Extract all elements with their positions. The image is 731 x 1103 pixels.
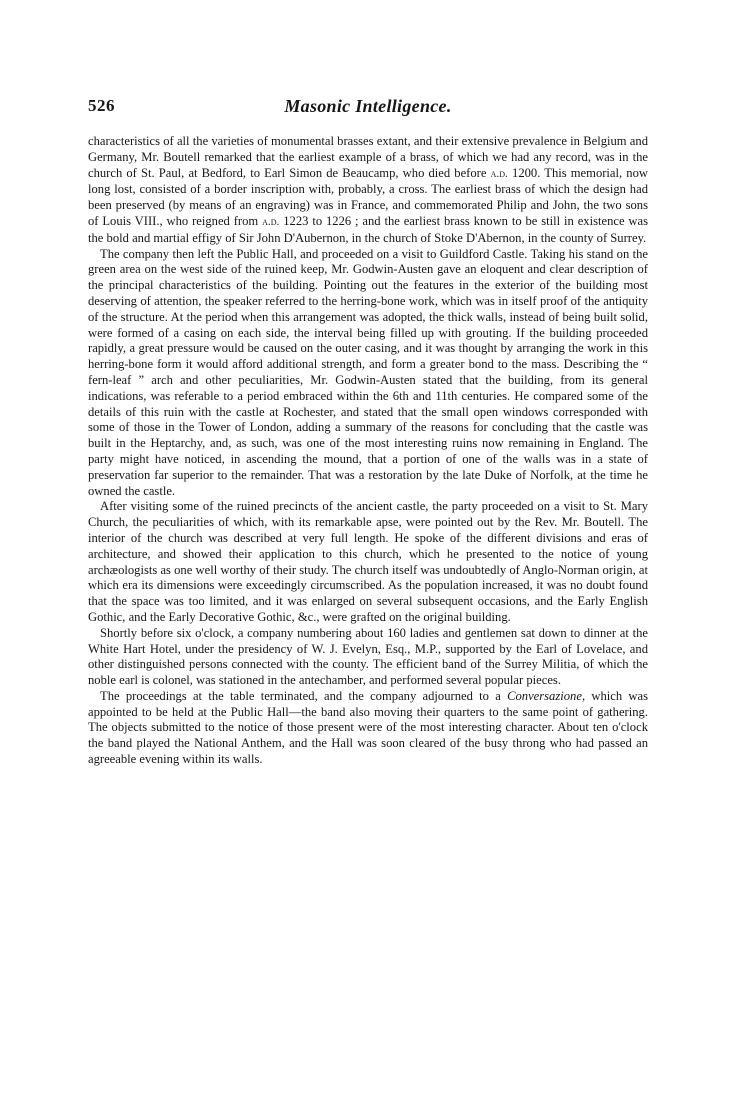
text-run: Shortly before six o'clock, a company numbering about 160 ladies and gentlemen sat down to dinner at the White Hart Hotel, under the presidency of W. J. Evelyn, Esq., M.P., supported by the Earl of Lovelace, and other distinguished persons connected with the county. The efficient band of the Surrey Militia, of which the noble earl is colonel, was stationed in the antechamber, and performed several popular pieces. xyxy=(88,625,648,688)
text-run: 1200. This memorial, now long lost, consisted of a border inscription with, probably, a cross. The earliest brass of which the design had been preserved (by means of an engraving) was in France, and commemorated Philip and John, the two sons of Louis VIII., who reigned from xyxy=(88,165,648,228)
page-header xyxy=(88,96,648,122)
small-caps-text: a.d. xyxy=(490,167,508,180)
document-page xyxy=(88,96,648,768)
text-run: The proceedings at the table terminated, and the company adjourned to a xyxy=(100,688,508,703)
page-number: 526 xyxy=(88,96,115,115)
paragraph xyxy=(88,134,648,247)
text-run: The company then left the Public Hall, and proceeded on a visit to Guildford Castle. Taking his stand on the green area on the west side of the ruined keep, Mr. Godwin-Austen gave an eloquent and clear description of the principal characteristics of the building. Pointing out the features in the exterior of the building most deserving of attention, the speaker referred to the herring-bone work, which was in itself proof of the antiquity of the structure. At the period when this arrangement was adopted, the thick walls, instead of being built solid, were formed of a casing on each side, the interval being filled up with grouting. If the building proceeded rapidly, a great pressure would be caused on the outer casing, and it was thought by arranging the work in this herring-bone form it would afford additional strength, and form a greater bond to the mass. Describing the “ fern-leaf ” arch and other peculiarities, Mr. Godwin-Austen stated that the building, from its general indications, was referable to a period embraced within the 6th and 11th centuries. He compared some of the details of this ruin with the castle at Rochester, and stated that the small open windows corresponded with some of those in the Tower of London, adding a summary of the reasons for concluding that the castle was built in the Heptarchy, and, as such, was one of the most interesting ruins now remaining in England. The party might have noticed, in ascending the mound, that a portion of one of the walls was in a state of preservation far superior to the remainder. That was a restoration by the late Duke of Norfolk, at the time he owned the castle. xyxy=(88,246,648,498)
running-title: Masonic Intelligence. xyxy=(284,96,452,116)
small-caps-text: a.d. xyxy=(262,215,280,228)
paragraph xyxy=(88,626,648,689)
text-run: After visiting some of the ruined precincts of the ancient castle, the party proceeded on a visit to St. Mary Church, the peculiarities of which, with its remarkable apse, were pointed out by the Rev. Mr. Boutell. The interior of the church was described at very full length. He spoke of the different divisions and eras of architecture, and showed their application to this church, which he presented to the notice of young archæologists as one well worthy of their study. The church itself was undoubtedly of Anglo-Norman origin, at which era its dimensions were exceedingly circumscribed. As the population increased, it was no doubt found that the space was too limited, and it was enlarged on several subsequent occasions, and the Early English Gothic, and the Early Decorative Gothic, &c., were grafted on the original building. xyxy=(88,499,648,624)
paragraph xyxy=(88,247,648,500)
paragraph xyxy=(88,689,648,768)
text-run: , which was appointed to be held at the Public Hall—the band also moving their quarters to the same point of gathering. The objects submitted to the notice of those present were of the most interesting character. About ten o'clock the band played the National Anthem, and the Hall was soon cleared of the busy throng who had passed an agreeable evening within its walls. xyxy=(88,688,648,767)
paragraph xyxy=(88,499,648,625)
article-body xyxy=(88,134,648,768)
italic-text: Conversazione xyxy=(507,688,582,703)
text-run: 1223 to 1226 ; and the earliest brass known to be still in existence was the bold and martial effigy of Sir John D'Aubernon, in the church of Stoke D'Abernon, in the county of Surrey. xyxy=(88,213,648,245)
text-run: characteristics of all the varieties of monumental brasses extant, and their extensive prevalence in Belgium and Germany, Mr. Boutell remarked that the earliest example of a brass, of which we had any record, was in the church of St. Paul, at Bedford, to Earl Simon de Beaucamp, who died before xyxy=(88,134,648,180)
